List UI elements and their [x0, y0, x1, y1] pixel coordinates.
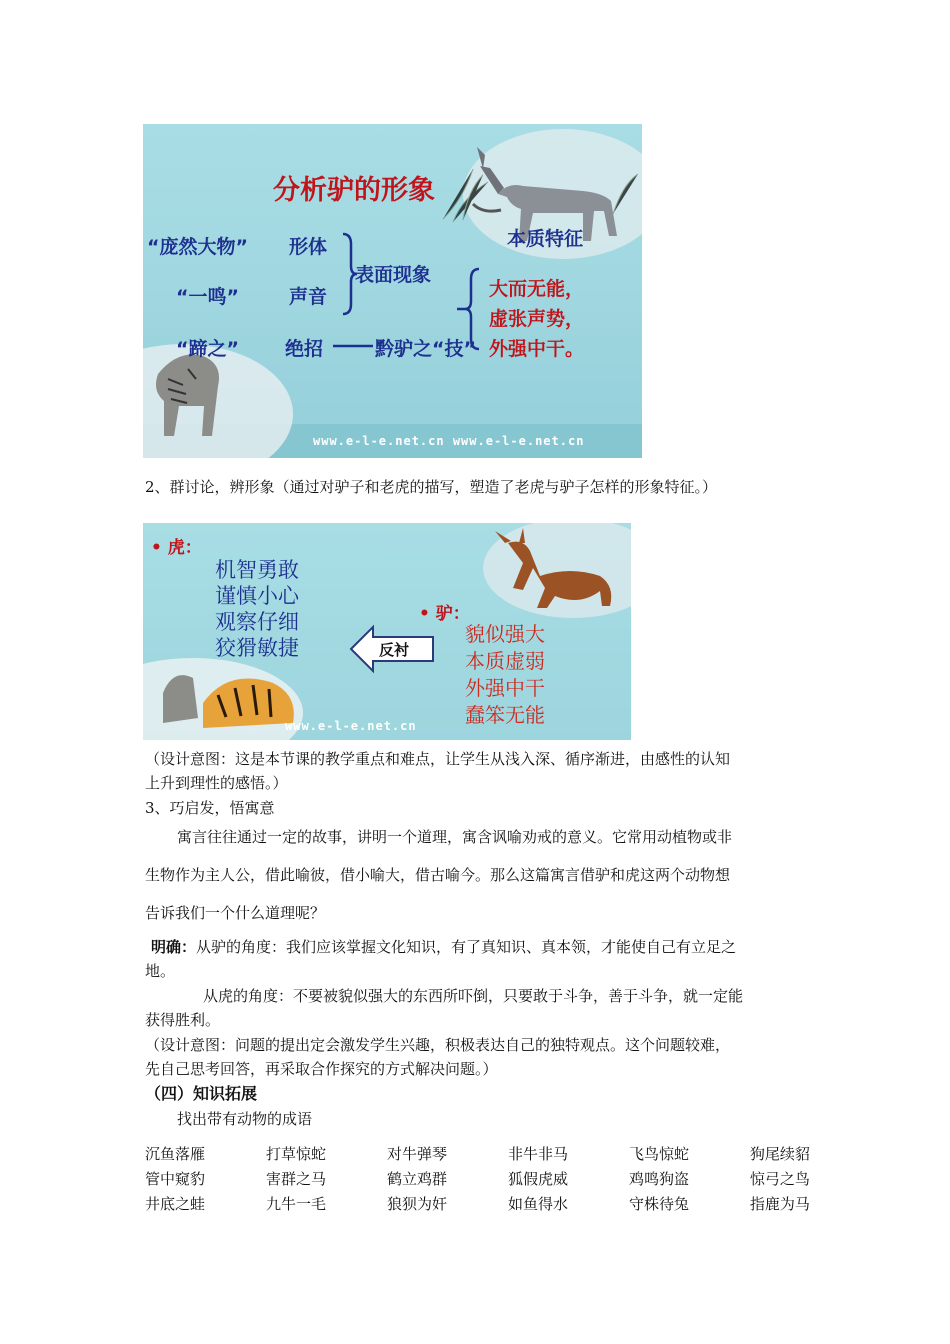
section-3-heading: 3、巧启发，悟寓意	[145, 799, 275, 817]
caption-group-discussion: 2、群讨论，辨形象（通过对驴子和老虎的描写，塑造了老虎与驴子怎样的形象特征。）	[145, 478, 718, 496]
paragraph-line-3: 告诉我们一个什么道理呢？	[145, 904, 326, 922]
idiom: 狗尾续貂	[749, 1145, 810, 1163]
idiom: 沉鱼落雁	[145, 1145, 206, 1163]
clarify-donkey-text: 从驴的角度：我们应该掌握文化知识，有了真知识、真本领，才能使自己有立足之	[196, 938, 737, 956]
contrast-label: 反衬	[379, 641, 410, 659]
idiom: 狼狈为奸	[386, 1195, 447, 1213]
design-note-1-line-2: 上升到理性的感悟。）	[145, 774, 288, 792]
idiom-row-3	[145, 1193, 810, 1214]
tiger-illustration-icon	[143, 344, 293, 458]
tiger-perspective-line-2: 获得胜利。	[145, 1011, 221, 1029]
idiom-row-1	[145, 1143, 810, 1164]
clarify-line-2: 地。	[145, 962, 176, 980]
idiom: 九牛一毛	[265, 1195, 326, 1213]
tiger-orange-illustration-icon	[143, 658, 303, 740]
clarify-label: 明确：	[151, 938, 197, 956]
slide2-watermark-url: www.e-l-e.net.cn	[285, 719, 417, 733]
label-sound: 声音	[289, 286, 328, 308]
tiger-trait-4: 狡猾敏捷	[215, 636, 299, 660]
idiom: 守株待兔	[628, 1195, 689, 1213]
idiom: 非牛非马	[507, 1145, 568, 1163]
slide-tiger-donkey-traits	[143, 523, 631, 740]
tiger-traits	[215, 557, 299, 661]
idiom-row-2	[145, 1168, 810, 1189]
slide1-watermark-url: www.e-l-e.net.cn www.e-l-e.net.cn	[313, 434, 585, 448]
label-essence: 本质特征	[507, 228, 584, 250]
label-surface: 表面现象	[355, 264, 432, 286]
tiger-perspective-line-1: 从虎的角度：不要被貌似强大的东西所吓倒，只要敢于斗争，善于斗争，就一定能	[203, 987, 744, 1005]
clarify-line-1	[151, 936, 736, 958]
idiom: 飞鸟惊蛇	[628, 1145, 689, 1163]
slide-donkey-analysis	[143, 124, 642, 458]
paragraph-line-1: 寓言往往通过一定的故事，讲明一个道理，寓含讽喻劝戒的意义。它常用动植物或非	[177, 828, 733, 846]
idiom: 鹤立鸡群	[386, 1170, 447, 1188]
tiger-trait-1: 机智勇敢	[215, 558, 299, 582]
idiom: 打草惊蛇	[265, 1145, 326, 1163]
design-note-2-line-1: （设计意图：问题的提出定会激发学生兴趣，积极表达自己的独特观点。这个问题较难，	[145, 1036, 731, 1054]
essence-line-3: 外强中干。	[489, 338, 585, 360]
tiger-trait-2: 谨慎小心	[215, 584, 299, 608]
idiom: 指鹿为马	[749, 1195, 810, 1213]
donkey-brown-illustration-icon	[483, 523, 631, 618]
donkey-trait-2: 本质虚弱	[465, 649, 545, 673]
quote-huge: “庞然大物”	[147, 236, 248, 258]
label-body-shape: 形体	[289, 236, 328, 258]
label-qian-donkey-skill: 黔驴之“技”	[375, 338, 476, 360]
idiom: 鸡鸣狗盗	[628, 1170, 689, 1188]
tiger-heading: • 虎：	[151, 538, 202, 558]
design-note-1-line-1: （设计意图：这是本节课的教学重点和难点，让学生从浅入深、循序渐进，由感性的认知	[145, 750, 731, 768]
donkey-traits	[465, 621, 545, 729]
idiom: 如鱼得水	[507, 1195, 568, 1213]
slide1-title: 分析驴的形象	[273, 175, 435, 206]
idiom: 管中窥豹	[145, 1170, 206, 1188]
essence-line-1: 大而无能，	[489, 278, 585, 300]
idiom: 对牛弹琴	[386, 1145, 447, 1163]
idiom-task: 找出带有动物的成语	[177, 1110, 313, 1128]
tiger-trait-3: 观察仔细	[215, 610, 299, 634]
donkey-trait-3: 外强中干	[465, 676, 545, 700]
paragraph-line-2: 生物作为主人公，借此喻彼，借小喻大，借古喻今。那么这篇寓言借驴和虎这两个动物想	[145, 866, 731, 884]
quote-bray: “一鸣”	[176, 286, 239, 308]
idiom: 惊弓之鸟	[749, 1170, 810, 1188]
section-4-heading: （四）知识拓展	[145, 1084, 258, 1103]
idiom: 狐假虎威	[507, 1170, 568, 1188]
design-note-2-line-2: 先自己思考回答，再采取合作探究的方式解决问题。）	[145, 1060, 498, 1078]
idiom: 害群之马	[265, 1170, 326, 1188]
essence-line-2: 虚张声势，	[489, 308, 585, 330]
quote-kick: “蹄之”	[176, 338, 239, 360]
essence-text	[489, 274, 584, 364]
donkey-trait-1: 貌似强大	[465, 622, 545, 646]
idiom: 井底之蛙	[145, 1195, 206, 1213]
donkey-trait-4: 蠢笨无能	[465, 703, 545, 727]
label-trick: 绝招	[285, 338, 324, 360]
donkey-heading: • 驴：	[419, 604, 470, 624]
